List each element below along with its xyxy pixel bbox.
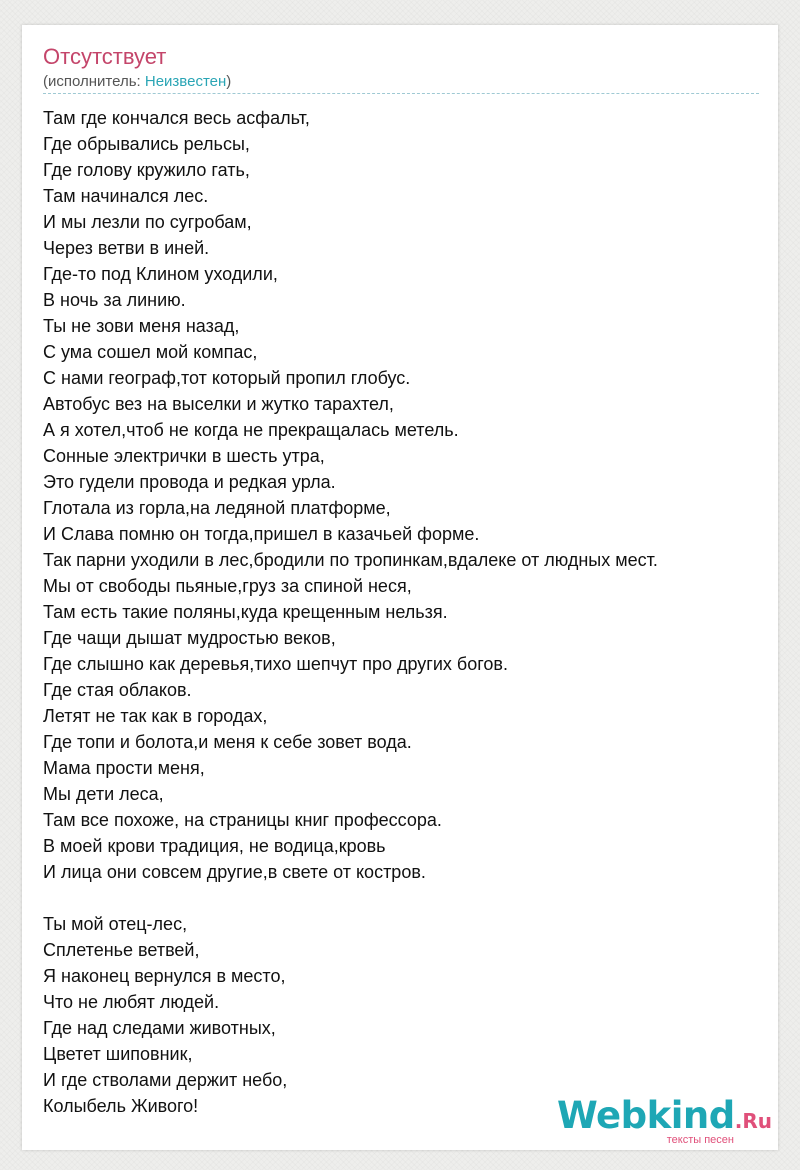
lyric-line: Мы дети леса, xyxy=(43,784,164,804)
artist-prefix: (исполнитель: xyxy=(43,73,145,90)
lyric-line: Где топи и болота,и меня к себе зовет вода. xyxy=(43,732,412,752)
lyric-line: Что не любят людей. xyxy=(43,992,220,1012)
lyric-line: Глотала из горла,на ледяной платформе, xyxy=(43,498,391,518)
lyric-line: Это гудели провода и редкая урла. xyxy=(43,472,336,492)
lyric-line: Так парни уходили в лес,бродили по тропинкам,вдалеке от людных мест. xyxy=(43,550,658,570)
artist-line xyxy=(43,73,231,91)
lyric-line: Там все похоже, на страницы книг профессора. xyxy=(43,810,442,830)
lyric-line: Там начинался лес. xyxy=(43,186,209,206)
lyric-line: Автобус вез на выселки и жутко тарахтел, xyxy=(43,394,394,414)
lyric-line: И Слава помню он тогда,пришел в казачьей форме. xyxy=(43,524,480,544)
lyric-line: Где чащи дышат мудростью веков, xyxy=(43,628,336,648)
logo-tld: .Ru xyxy=(734,1109,772,1133)
lyric-line: Летят не так как в городах, xyxy=(43,706,268,726)
lyric-line: Сонные электрички в шесть утра, xyxy=(43,446,325,466)
artist-link[interactable]: Неизвестен xyxy=(144,73,227,90)
lyric-line: С ума сошел мой компас, xyxy=(43,342,258,362)
lyric-line: В ночь за линию. xyxy=(43,290,186,310)
lyric-line: Где-то под Клином уходили, xyxy=(43,264,278,284)
title-divider xyxy=(43,93,759,94)
lyric-line: И где стволами держит небо, xyxy=(43,1070,288,1090)
lyric-line: Ты мой отец-лес, xyxy=(43,914,188,934)
site-logo[interactable] xyxy=(557,1094,772,1146)
logo-wordmark xyxy=(557,1094,772,1140)
lyric-line: Колыбель Живого! xyxy=(43,1096,199,1116)
logo-tagline: тексты песен xyxy=(666,1134,734,1146)
lyric-line: Мама прости меня, xyxy=(43,758,205,778)
lyric-line: Где стая облаков. xyxy=(43,680,192,700)
lyric-line: Где голову кружило гать, xyxy=(43,160,250,180)
lyric-line: А я хотел,чтоб не когда не прекращалась метель. xyxy=(43,420,459,440)
lyric-line: Мы от свободы пьяные,груз за спиной неся, xyxy=(43,576,412,596)
lyrics-card xyxy=(22,25,778,1150)
song-title: Отсутствует xyxy=(43,44,167,69)
lyric-line: В моей крови традиция, не водица,кровь xyxy=(43,836,386,856)
lyric-line: Где обрывались рельсы, xyxy=(43,134,250,154)
lyric-line: Сплетенье ветвей, xyxy=(43,940,200,960)
lyric-line: С нами географ,тот который пропил глобус. xyxy=(43,368,411,388)
logo-name: Webkind xyxy=(557,1094,735,1137)
lyrics-text xyxy=(43,105,763,1119)
lyric-line: И лица они совсем другие,в свете от костров. xyxy=(43,862,426,882)
lyric-line: Ты не зови меня назад, xyxy=(43,316,240,336)
lyric-line: Где слышно как деревья,тихо шепчут про других богов. xyxy=(43,654,508,674)
artist-suffix: ) xyxy=(226,73,232,90)
lyric-line: Я наконец вернулся в место, xyxy=(43,966,286,986)
lyric-line: Где над следами животных, xyxy=(43,1018,276,1038)
stanza-gap xyxy=(43,885,763,911)
lyric-line: Цветет шиповник, xyxy=(43,1044,193,1064)
lyric-line: И мы лезли по сугробам, xyxy=(43,212,252,232)
lyric-line: Там где кончался весь асфальт, xyxy=(43,108,310,128)
lyric-line: Там есть такие поляны,куда крещенным нельзя. xyxy=(43,602,448,622)
lyric-line: Через ветви в иней. xyxy=(43,238,210,258)
